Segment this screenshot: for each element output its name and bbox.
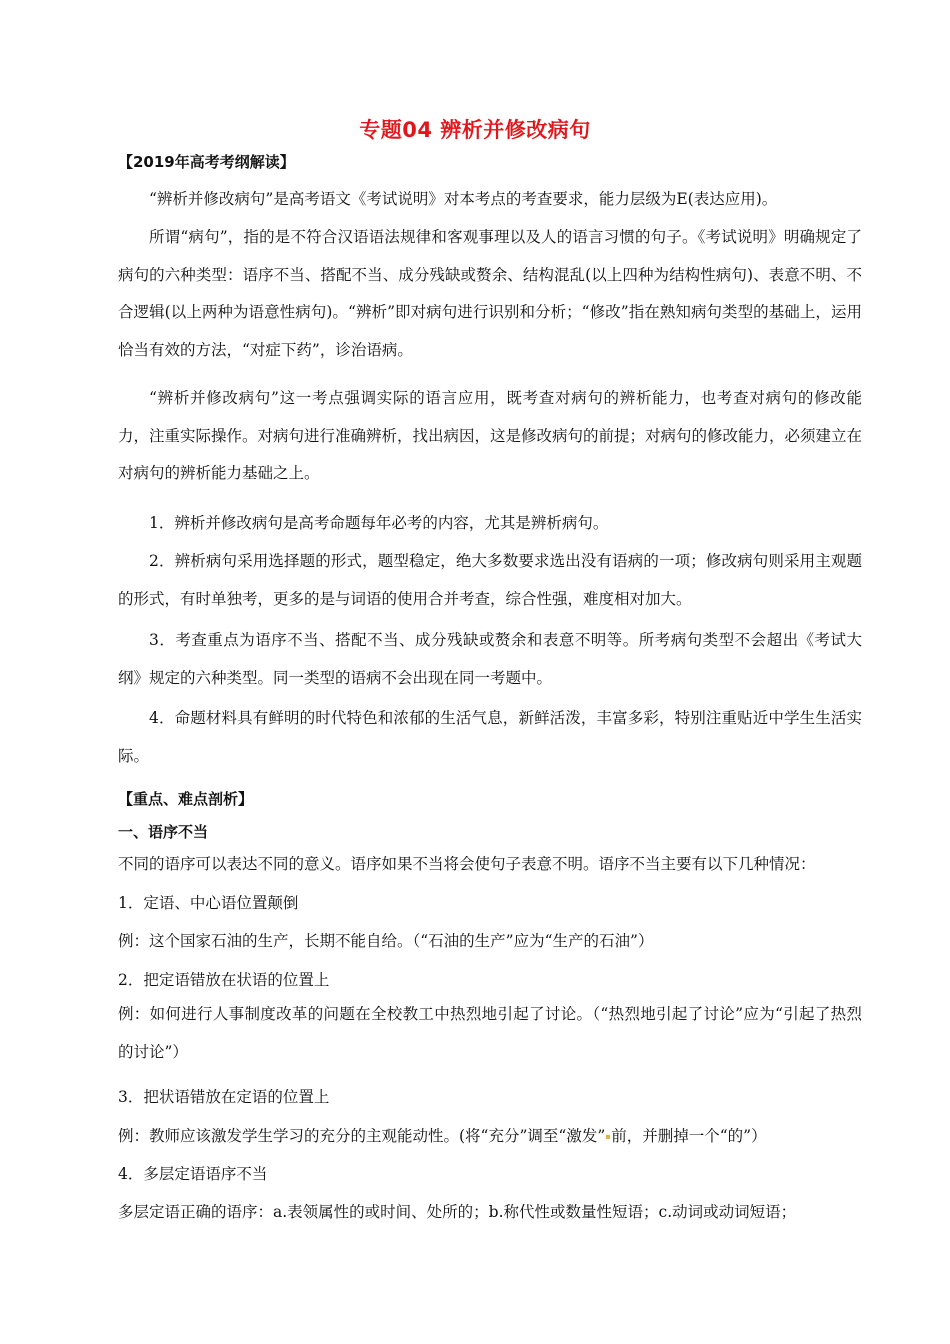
- paragraph-definition: 所谓“病句”，指的是不符合汉语语法规律和客观事理以及人的语言习惯的句子。《考试说明》明确规定了病句的六种类型：语序不当、搭配不当、成分残缺或赘余、结构混乱(以上四种为结构性病句)、表意不明、不合逻辑(以上两种为语意性病句)。“辨析”即对病句进行识别和分析；“修改”指在熟知病句类型的基础上，运用恰当有效的方法，“对症下药”，诊治语病。: [118, 228, 862, 359]
- subheading-word-order: 一、语序不当: [118, 823, 209, 841]
- highlight-mark: [606, 1135, 610, 1139]
- section-heading-exam-outline: 【2019年高考考纲解读】: [118, 153, 295, 171]
- list-item-4: 4．命题材料具有鲜明的时代特色和浓郁的生活气息，新鲜活泼，丰富多彩，特别注重贴近中学生生活实际。: [118, 709, 862, 765]
- text-line-multilayer-order: 多层定语正确的语序：a.表领属性的或时间、处所的；b.称代性或数量性短语；c.动词或动词短语；: [118, 1203, 797, 1221]
- paragraph-intro: “辨析并修改病句”是高考语文《考试说明》对本考点的考查要求，能力层级为E(表达应用)。: [149, 190, 778, 208]
- text-line-example-1: 例：这个国家石油的生产，长期不能自给。（“石油的生产”应为“生产的石油”）: [118, 932, 654, 950]
- list-item-1: 1．辨析并修改病句是高考命题每年必考的内容，尤其是辨析病句。: [149, 514, 609, 532]
- paragraph-ability: “辨析并修改病句”这一考点强调实际的语言应用，既考查对病句的辨析能力，也考查对病句的修改能力，注重实际操作。对病句进行准确辨析，找出病因，这是修改病句的前提；对病句的修改能力，必须建立在对病句的辨析能力基础之上。: [118, 389, 863, 483]
- text-line-example-3: [118, 1124, 862, 1146]
- list-item-3: 3．考查重点为语序不当、搭配不当、成分残缺或赘余和表意不明等。所考病句类型不会超出《考试大纲》规定的六种类型。同一类型的语病不会出现在同一考题中。: [118, 631, 862, 687]
- list-item-2: 2．辨析病句采用选择题的形式，题型稳定，绝大多数要求选出没有语病的一项；修改病句则采用主观题的形式，有时单独考，更多的是与词语的使用合并考查，综合性强，难度相对加大。: [118, 552, 862, 608]
- text-line-word-order-intro: 不同的语序可以表达不同的意义。语序如果不当将会使句子表意不明。语序不当主要有以下几种情况：: [118, 855, 816, 873]
- text-line-case-4: 4．多层定语语序不当: [118, 1165, 268, 1183]
- text-line-case-3: 3．把状语错放在定语的位置上: [118, 1088, 330, 1106]
- text-line-case-1: 1．定语、中心语位置颠倒: [118, 894, 299, 912]
- document-title: 专题04 辨析并修改病句: [359, 118, 591, 142]
- example-3-part-a: 例：教师应该激发学生学习的充分的主观能动性。(将“充分”调至“激发”: [118, 1127, 606, 1145]
- section-heading-key-points: 【重点、难点剖析】: [118, 790, 254, 808]
- example-3-part-b: 前，并删掉一个“的”）: [611, 1127, 767, 1145]
- paragraph-example-2: 例：如何进行人事制度改革的问题在全校教工中热烈地引起了讨论。（“热烈地引起了讨论”应为“引起了热烈的讨论”）: [118, 1005, 862, 1061]
- text-line-case-2: 2．把定语错放在状语的位置上: [118, 971, 330, 989]
